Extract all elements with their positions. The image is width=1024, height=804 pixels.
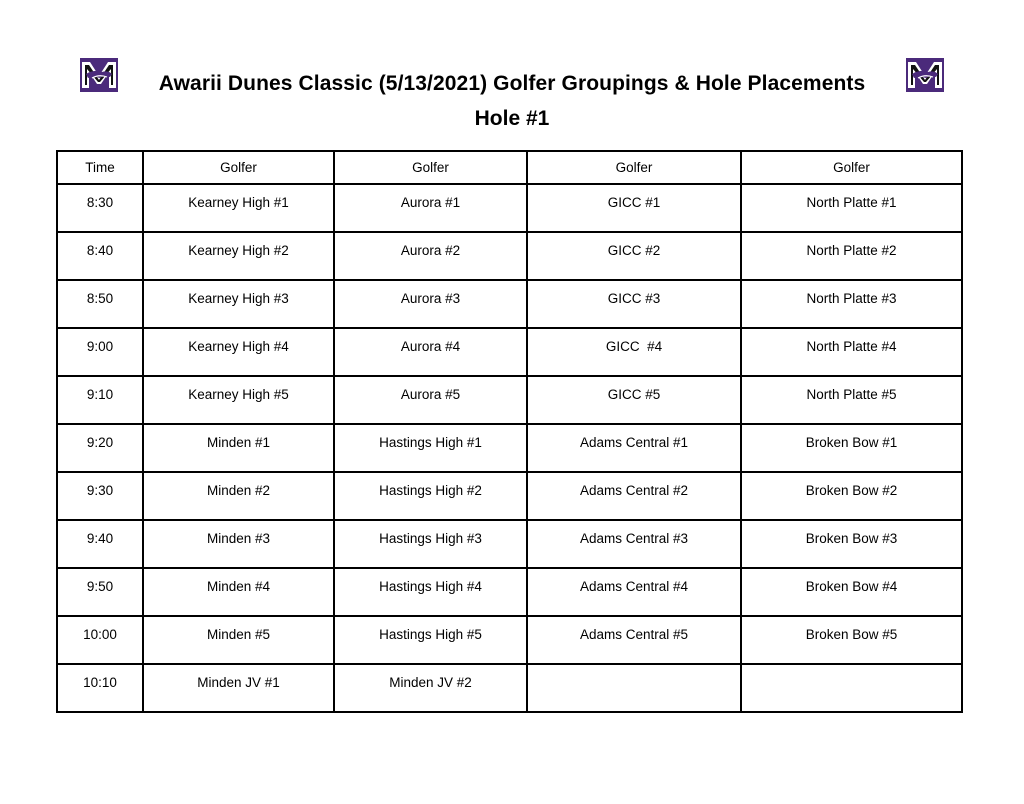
table-row <box>57 616 962 664</box>
time-cell: 9:30 <box>57 472 143 520</box>
table-row <box>57 472 962 520</box>
golfer-cell: Hastings High #1 <box>334 424 527 472</box>
golfer-cell: Aurora #2 <box>334 232 527 280</box>
golfer-cell: GICC #4 <box>527 328 741 376</box>
golfer-cell: Aurora #3 <box>334 280 527 328</box>
golfer-cell: Kearney High #5 <box>143 376 334 424</box>
golfer-cell: Minden JV #2 <box>334 664 527 712</box>
golfer-cell: Minden #4 <box>143 568 334 616</box>
golfer-cell <box>741 664 962 712</box>
golfer-cell: GICC #5 <box>527 376 741 424</box>
table-row <box>57 280 962 328</box>
golfer-cell: Adams Central #4 <box>527 568 741 616</box>
golfer-cell: Hastings High #3 <box>334 520 527 568</box>
time-cell: 9:00 <box>57 328 143 376</box>
golfer-cell: North Platte #1 <box>741 184 962 232</box>
golfer-cell: Hastings High #5 <box>334 616 527 664</box>
golfer-cell: GICC #1 <box>527 184 741 232</box>
golfer-cell: Aurora #5 <box>334 376 527 424</box>
table-row <box>57 664 962 712</box>
golfer-cell: Broken Bow #2 <box>741 472 962 520</box>
table-row <box>57 328 962 376</box>
golfer-cell: Adams Central #3 <box>527 520 741 568</box>
time-cell: 8:40 <box>57 232 143 280</box>
golfer-cell: Kearney High #1 <box>143 184 334 232</box>
column-header-golfer: Golfer <box>334 151 527 184</box>
time-cell: 9:40 <box>57 520 143 568</box>
page-subtitle: Hole #1 <box>474 107 550 130</box>
golfer-cell: Kearney High #2 <box>143 232 334 280</box>
golfer-cell: Aurora #4 <box>334 328 527 376</box>
golfer-cell: Minden #3 <box>143 520 334 568</box>
column-header-golfer: Golfer <box>143 151 334 184</box>
column-header-time: Time <box>57 151 143 184</box>
golfer-cell: Broken Bow #4 <box>741 568 962 616</box>
golfer-cell: GICC #3 <box>527 280 741 328</box>
table-row <box>57 424 962 472</box>
golfer-cell: Hastings High #4 <box>334 568 527 616</box>
time-cell: 9:50 <box>57 568 143 616</box>
table-row <box>57 520 962 568</box>
groupings-table <box>56 150 963 713</box>
golfer-cell: Adams Central #2 <box>527 472 741 520</box>
time-cell: 9:10 <box>57 376 143 424</box>
golfer-cell: Broken Bow #3 <box>741 520 962 568</box>
golfer-cell: Minden JV #1 <box>143 664 334 712</box>
golfer-cell <box>527 664 741 712</box>
table-row <box>57 184 962 232</box>
golfer-cell: Adams Central #1 <box>527 424 741 472</box>
golfer-cell: North Platte #5 <box>741 376 962 424</box>
golfer-cell: Minden #2 <box>143 472 334 520</box>
golfer-cell: North Platte #3 <box>741 280 962 328</box>
golfer-cell: Broken Bow #5 <box>741 616 962 664</box>
time-cell: 9:20 <box>57 424 143 472</box>
table-row <box>57 232 962 280</box>
golfer-cell: Kearney High #4 <box>143 328 334 376</box>
table-header-row <box>57 151 962 184</box>
mustang-m-logo-icon <box>906 58 944 92</box>
time-cell: 8:50 <box>57 280 143 328</box>
golfer-cell: Broken Bow #1 <box>741 424 962 472</box>
golfer-cell: Aurora #1 <box>334 184 527 232</box>
golfer-cell: Adams Central #5 <box>527 616 741 664</box>
golfer-cell: Kearney High #3 <box>143 280 334 328</box>
time-cell: 10:00 <box>57 616 143 664</box>
table-row <box>57 568 962 616</box>
golfer-cell: Minden #1 <box>143 424 334 472</box>
table-row <box>57 376 962 424</box>
golfer-cell: North Platte #2 <box>741 232 962 280</box>
page-title: Awarii Dunes Classic (5/13/2021) Golfer Groupings & Hole Placements <box>158 72 866 95</box>
column-header-golfer: Golfer <box>741 151 962 184</box>
golfer-cell: GICC #2 <box>527 232 741 280</box>
title-row <box>0 58 1024 98</box>
golfer-cell: Minden #5 <box>143 616 334 664</box>
time-cell: 10:10 <box>57 664 143 712</box>
column-header-golfer: Golfer <box>527 151 741 184</box>
golfer-cell: North Platte #4 <box>741 328 962 376</box>
time-cell: 8:30 <box>57 184 143 232</box>
golfer-cell: Hastings High #2 <box>334 472 527 520</box>
